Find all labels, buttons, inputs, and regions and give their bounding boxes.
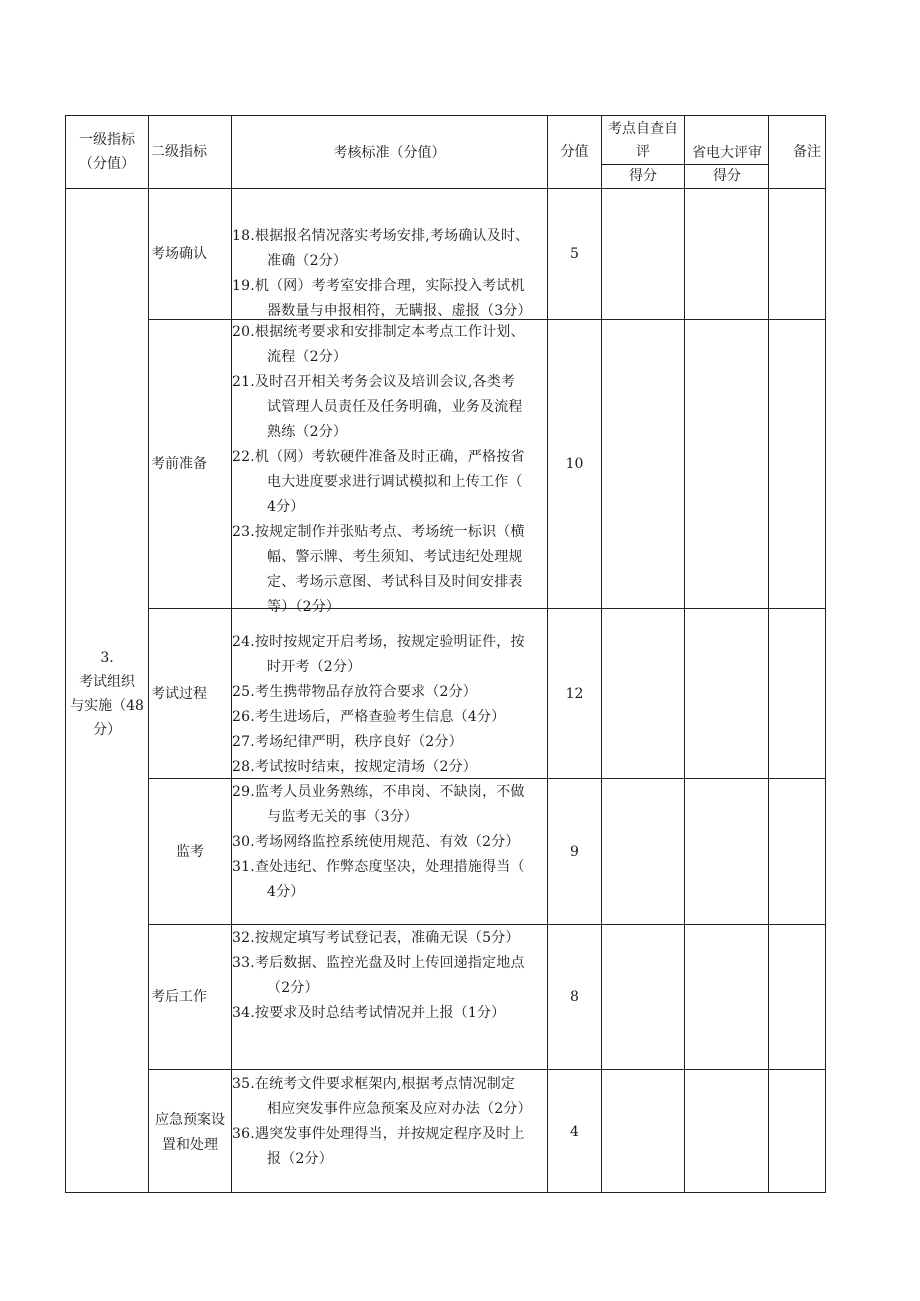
header-level1: 一级指标 （分值） bbox=[79, 132, 135, 172]
row-divider bbox=[148, 924, 826, 925]
row-criteria: 35.在统考文件要求框架内,根据考点情况制定 相应突发事件应急预案及应对办法（2分） 36.遇突发事件处理得当，并按规定程序及时上 报（2分） bbox=[232, 1076, 532, 1167]
row-score: 8 bbox=[570, 989, 579, 1005]
header-self-eval: 考点自查自 评 bbox=[608, 121, 678, 160]
row-score: 9 bbox=[570, 844, 579, 860]
header-remark: 备注 bbox=[793, 144, 821, 160]
table-border-top bbox=[65, 115, 826, 116]
category-line: 考试组织 bbox=[79, 674, 135, 690]
row-score: 5 bbox=[570, 246, 579, 262]
row-name: 应急预案设 置和处理 bbox=[155, 1112, 225, 1153]
row-name: 考后工作 bbox=[151, 989, 207, 1005]
header-level2: 二级指标 bbox=[151, 144, 207, 160]
row-name: 考场确认 bbox=[151, 246, 207, 262]
row-score: 4 bbox=[570, 1124, 579, 1140]
header-score: 分值 bbox=[560, 144, 589, 160]
row-name: 监考 bbox=[176, 844, 204, 860]
row-criteria: 32.按规定填写考试登记表，准确无误（5分） 33.考后数据、监控光盘及时上传回递指定地点 （2分） 34.按要求及时总结考试情况并上报（1分） bbox=[232, 930, 525, 1021]
table-border-right bbox=[825, 115, 826, 1193]
column-divider bbox=[684, 115, 685, 1193]
category-number: 3. bbox=[100, 650, 114, 666]
row-criteria: 24.按时按规定开启考场，按规定验明证件，按 时开考（2分） 25.考生携带物品存放符合要求（2分） 26.考生进场后，严格查验考生信息（4分） 27.考场纪律严明，秩序良好（2分） 28.考试按时结束，按规定清场（2分） bbox=[232, 634, 525, 775]
row-criteria: 18.根据报名情况落实考场安排,考场确认及时、 准确（2分） 19.机（网）考考室安排合理，实际投入考试机 器数量与申报相符，无瞒报、虚报（3分） bbox=[232, 228, 532, 319]
row-criteria: 20.根据统考要求和安排制定本考点工作计划、 流程（2分） 21.及时召开相关考务会议及培训会议,各类考 试管理人员责任及任务明确，业务及流程 熟练（2分） 22.机（网）考软硬件准备及时正确，严格按省 电大进度要求进行调试模拟和上传工作（ 4分） 23.按规定制作并张贴考点、考场统一标识（横 幅、警示牌、考生须知、考试违纪处理规 定、考场示意图、考试科目及时间安排表 等）（2分） bbox=[232, 324, 525, 615]
row-score: 12 bbox=[565, 686, 584, 702]
table-border-bottom bbox=[65, 1192, 826, 1193]
row-criteria: 29.监考人员业务熟练，不串岗、不缺岗，不做 与监考无关的事（3分） 30.考场网络监控系统使用规范、有效（2分） 31.查处违纪、作弊态度坚决，处理措施得当（ 4分） bbox=[232, 784, 525, 900]
header-province-eval-sub: 得分 bbox=[713, 168, 741, 184]
row-divider bbox=[148, 1069, 826, 1070]
row-name: 考前准备 bbox=[151, 456, 207, 472]
category-line: 与实施（48 bbox=[70, 698, 144, 714]
header-bottom-line bbox=[65, 188, 826, 189]
header-criteria: 考核标准（分值） bbox=[333, 145, 446, 161]
column-divider bbox=[148, 115, 149, 1193]
row-score: 10 bbox=[565, 456, 584, 472]
header-self-eval-sub: 得分 bbox=[629, 168, 657, 184]
column-divider bbox=[601, 115, 602, 1193]
column-divider bbox=[768, 115, 769, 1193]
category-line: 分） bbox=[93, 722, 121, 738]
row-name: 考试过程 bbox=[151, 686, 207, 702]
header-province-eval: 省电大评审 bbox=[692, 145, 762, 161]
category-cell bbox=[66, 646, 148, 742]
